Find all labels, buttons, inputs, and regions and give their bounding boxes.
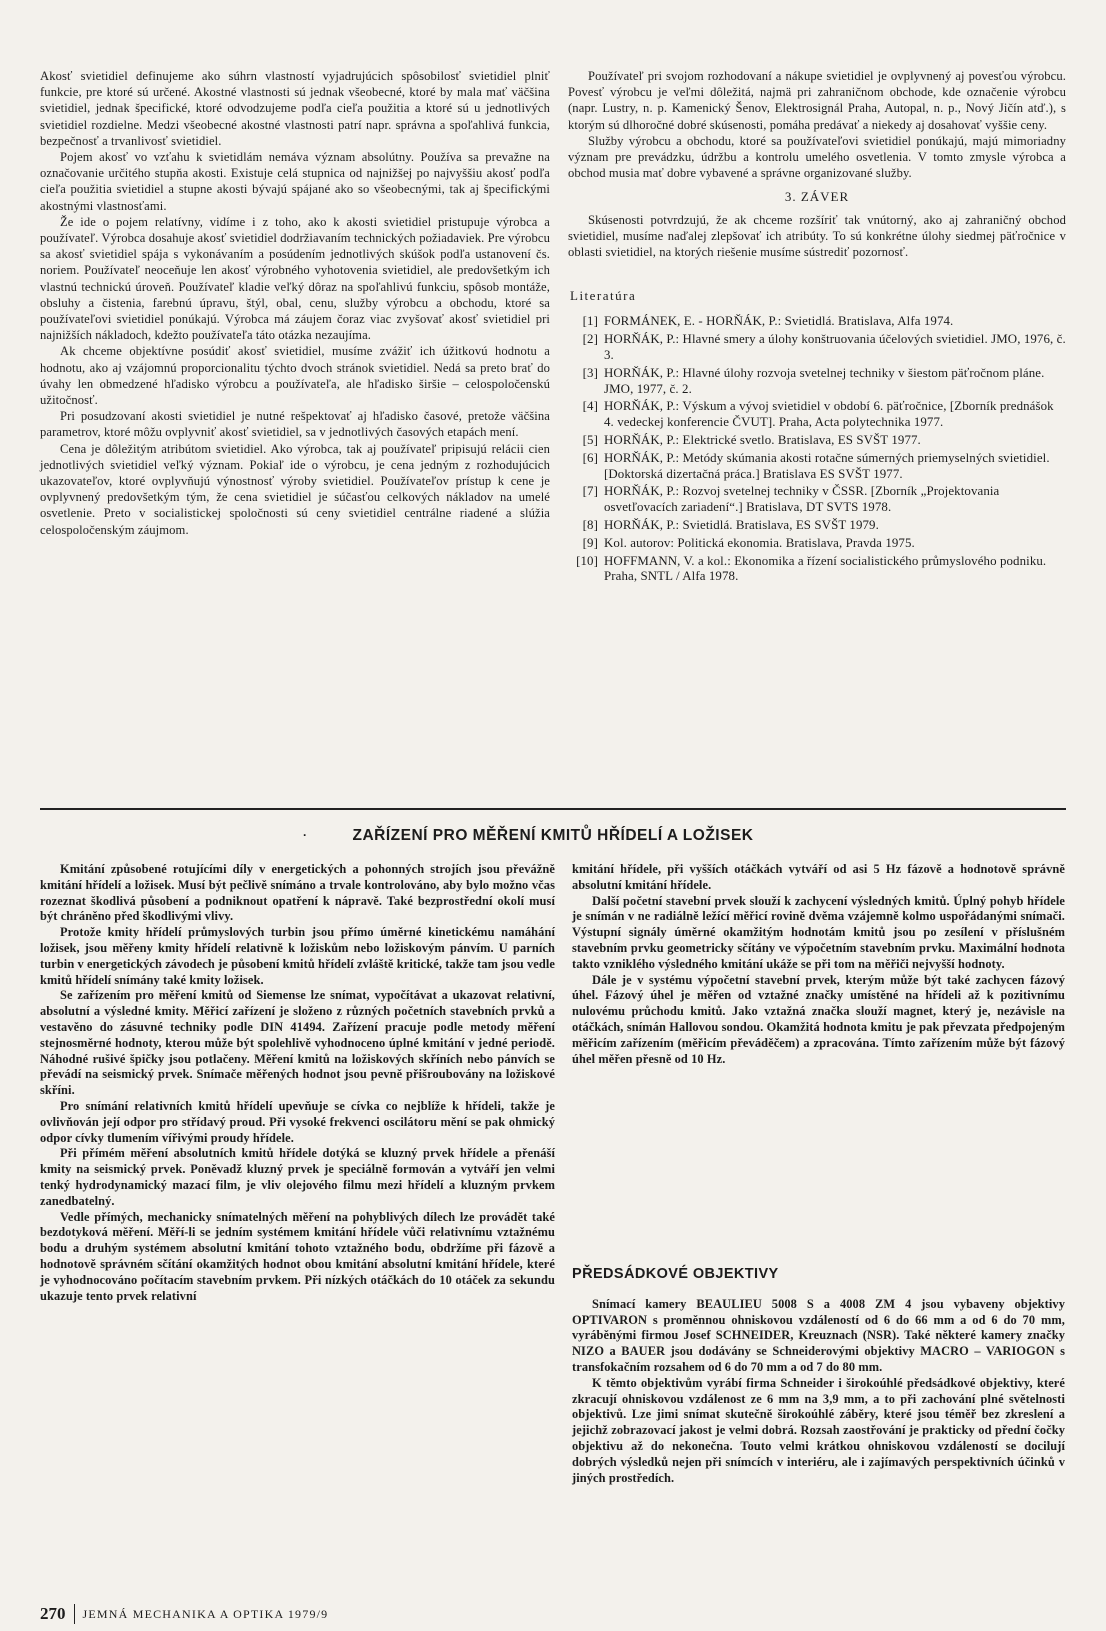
reference-item: [2] HORŇÁK, P.: Hlavné smery a úlohy konštruovania účelových svietidiel. JMO, 1976, č. 3.: [582, 332, 1066, 363]
footer-divider: [74, 1604, 75, 1624]
reference-list: [568, 314, 1066, 585]
reference-item: [5] HORŇÁK, P.: Elektrické svetlo. Bratislava, ES SVŠT 1977.: [582, 433, 921, 448]
paragraph: Pojem akosť vo vzťahu k svietidlám nemáva význam absolútny. Používa sa prevažne na označovanie určitého stupňa akosti. Existuje celá stupnica od najnižšej po najvyššiu akosť podľa cieľa použitia svietidiel a stupne akosti bývajú spájané ako so všeobecnými, tak aj špecifickými akostnými vlastnosťami.: [40, 150, 550, 213]
article-title: [0, 827, 1106, 845]
paragraph: Dále je v systému výpočetní stavební prvek, kterým může být také zachycen fázový úhel. Fázový úhel je měřen od vztažné značky umístěné na hřídeli až k pozitivnímu nulovému průchodu kmitů. Jako vztažná značka slouží magnet, který je, nezávisle na otáčkách, snímán Hallovou sondou. Okamžitá hodnota kmitu je pak převzata předpojeným měřicím zařízením (měřicím převáděčem) a zpracována. Tímto zařízením může být fázový úhel měřen přesně od 10 Hz.: [572, 972, 1065, 1066]
article3-title: PŘEDSÁDKOVÉ OBJEKTIVY: [572, 1266, 779, 1282]
page-number: 270: [40, 1604, 66, 1623]
article3-column: [572, 1267, 1065, 1486]
paragraph: Služby výrobcu a obchodu, ktoré sa používateľovi svietidiel ponúkajú, majú mimoriadny význam pre prevádzku, údržbu a kontrolu umelého osvetlenia. V tomto zmysle výrobca a obchod musia mať dobre vybavené a správne organizované služby.: [568, 133, 1066, 181]
reference-item: [6] HORŇÁK, P.: Metódy skúmania akosti rotačne súmerných priemyselných svietidiel. [Doktorská dizertačná práca.] Bratislava ES SVŠT 1977.: [582, 450, 1050, 481]
article-column-right: [568, 68, 1066, 587]
paragraph: Další početní stavební prvek slouží k zachycení výsledných kmitů. Úplný pohyb hřídele je snímán v ne radiálně ležící měřicí rovině dvěma vzájemně kolmo uspořádanými snímači. Výstupní signály úměrné okamžitým hodnotám kmitů jsou po zesílení v příslušném stavebním prvku geometricky sčítány ve výpočetním stavebním prvku. Maximální hodnota takto vzniklého výsledného kmitání ukáže se při tom na měřiči nejvyšší hodnoty.: [572, 893, 1065, 971]
paragraph: Akosť svietidiel definujeme ako súhrn vlastností vyjadrujúcich spôsobilosť svietidiel plniť funkcie, pre ktoré sú určené. Akostné vlastnosti sú jednak všeobecné, ktoré by mala mať väčšina svietidiel, jednak špecifické, ktoré odvodzujeme podľa cieľa použitia a ktoré sú u jednotlivých svietidiel rozdielne. Medzi všeobecné akostné vlastnosti patrí napr. správna a spoľahlivá funkcia, bezpečnosť a trvanlivosť svietidiel.: [40, 69, 550, 148]
paragraph: Kmitání způsobené rotujícími díly v energetických a pohonných strojích jsou převážně kmitání hřídelí a ložisek. Musí být pečlivě snímáno a trvale kontrolováno, aby bylo možno včas rozeznat škodlivá působení a podniknout opatření k nápravě. Také bezprostřední okolí musí být chráněno před škodlivými vlivy.: [40, 862, 555, 924]
paragraph: Že ide o pojem relatívny, vidíme i z toho, ako k akosti svietidiel pristupuje výrobca a používateľ. Výrobca dosahuje akosť svietidiel dodržiavaním technických požiadaviek. Pre výrobcu sa akosť svietidiel spája s vykonávaním a posúdením jednotlivých skúšok podľa ustanovení čs. noriem. Používateľ neoceňuje len akosť výrobného vyhotovenia svietidiel, ale predovšetkým ich vlastnú technickú úroveň. Používateľ kladie veľký dôraz na spoľahlivú funkciu, spôsob montáže, obsluhy a čistenia, farebnú úpravu, štýl, obal, cenu, služby výrobcu a obchodu, ktoré sa používateľovi svietidiel ponúkajú. Výrobca má záujem čoraz viac zvyšovať akosť svietidiel pri najnižších nákladoch, kdežto používateľa táto otázka nezaujíma.: [40, 214, 550, 343]
paragraph: Protože kmity hřídelí průmyslových turbin jsou přímo úměrné kinetickému namáhání ložisek, jsou měřeny kmity hřídelí relativně k ložiskům nebo ložiskovým pánvím. U parních turbin v energetických závodech je působení kmitů hřídelí zvláště kritické, takže tam jsou vedle kmitů hřídelí snímány také kmity ložisek.: [40, 925, 555, 987]
paragraph: Cena je dôležitým atribútom svietidiel. Ako výrobca, tak aj používateľ pripisujú relácii cien jednotlivých svietidiel veľký význam. Pokiaľ ide o výrobcu, je cena jedným z rozhodujúcich ukazovateľov, ktoré ovplyvňujú výnostnosť výroby svietidiel. Používateľov prístup k cene je ovplyvnený predovšetkým tým, že cena svietidiel je súčasťou celkových nákladov na umelé osvetlenie. Preto v socialistickej spoločnosti sú ceny svietidiel centrálne riadené a slúžia celospoločenským záujmom.: [40, 441, 550, 537]
article2-column-right: [572, 862, 1065, 1067]
article-column-left: [40, 68, 550, 538]
paragraph: Snímací kamery BEAULIEU 5008 S a 4008 ZM 4 jsou vybaveny objektivy OPTIVARON s proměnnou ohniskovou vzdáleností od 6 do 66 mm a od 6 do 70 mm, vyráběnými firmou Josef SCHNEIDER, Kreuznach (NSR). Také některé kamery značky NIZO a BAUER jsou dodávány se Schneiderovými objektivy MACRO – VARIOGON s transfokačním rozsahem od 6 do 70 mm a od 7 do 80 mm.: [572, 1296, 1065, 1374]
page-footer: [40, 1603, 328, 1625]
paragraph: Vedle přímých, mechanicky snímatelných měření na pohyblivých dílech lze provádět také bezdotyková měření. Měří-li se jedním systémem kmitání hřídele vůči relativnímu vztažnému bodu a druhým systémem absolutní kmitání tohoto vztažného bodu, obdržíme při fázově a hodnotově správném sčítání okamžitých hodnot obou kmitání absolutní kmitání hřídele, které je vyhodnocováno počítacím stavebním prvkem. Při nízkých otáčkách do 10 otáček za sekundu ukazuje tento prvek relativní: [40, 1209, 555, 1303]
reference-item: [4] HORŇÁK, P.: Výskum a vývoj svietidiel v období 6. päťročnice, [Zborník prednášok 4. vedeckej konferencie ČVUT]. Praha, Acta polytechnika 1977.: [582, 399, 1054, 430]
paragraph: Pri posudzovaní akosti svietidiel je nutné rešpektovať aj hľadisko časové, pretože väčšina parametrov, ktoré môžu ovplyvniť akosť svietidiel, sa v jednotlivých časových etapách mení.: [40, 409, 550, 440]
paragraph: Při přímém měření absolutních kmitů hřídele dotýká se kluzný prvek hřídele a přenáší kmity na seismický prvek. Poněvadž kluzný prvek je speciálně formován a vytváří jen velmi tenký hydrodynamický mazací film, je vliv olejového filmu mezi hřídelí a kluzným prvkem zanedbatelný.: [40, 1146, 555, 1208]
reference-item: [7] HORŇÁK, P.: Rozvoj svetelnej techniky v ČSSR. [Zborník „Projektovania osvetľovacích zariadení“.] Bratislava, DT SVTS 1978.: [582, 484, 1000, 515]
paragraph: Používateľ pri svojom rozhodovaní a nákupe svietidiel je ovplyvnený aj povesťou výrobcu. Povesť výrobcu je veľmi dôležitá, najmä pri zahraničnom obchode, kde označenie výrobcu (napr. Lustry, n. p. Kamenický Šenov, Elektrosignál Praha, Autopal, n. p., Nový Jičín atď.), s ktorým sú dlhoročné dobré skúsenosti, pomáha predávať a niekedy aj dosahovať vyššie ceny.: [568, 69, 1066, 132]
reference-item: [9] Kol. autorov: Politická ekonomia. Bratislava, Pravda 1975.: [582, 535, 915, 550]
article-title-text: ZAŘÍZENÍ PRO MĚŘENÍ KMITŮ HŘÍDELÍ A LOŽISEK: [352, 827, 754, 844]
paragraph: Ak chceme objektívne posúdiť akosť svietidiel, musíme zvážiť ich úžitkovú hodnotu a hodnotu, ako aj vzájomnú proporcionalitu týchto dvoch stránok svietidiel. Nedá sa preto brať do úvahy len obmedzené hľadisko výrobcu a používateľa, ale hľadisko širšie – celospoločenskú užitočnosť.: [40, 344, 550, 408]
conclusion-paragraph: Skúsenosti potvrdzujú, že ak chceme rozšíriť tak vnútorný, ako aj zahraničný obchod svietidiel, musíme naďalej zlepšovať ich atribúty. To sú konkrétne úlohy siedmej päťročnice v oblasti svietidiel, na ktorých riešenie musíme sústrediť pozornosť.: [568, 212, 1066, 260]
paragraph: K těmto objektivům vyrábí firma Schneider i širokoúhlé předsádkové objektivy, které zkracují ohniskovou vzdálenost ze 6 mm na 3,9 mm, a to při zachování plné světelnosti objektivů. Lze jimi snímat skutečně širokoúhlé záběry, které jsou téměř bez zkreslení a jejichž zobrazovací jakost je velmi dobrá. Rozsah zaostřování je prakticky od přední čočky objektivu až do nekonečna. Touto velmi krátkou ohniskovou vzdáleností se docilují dobrých výsledků nejen při snímcích v interiéru, ale i zajímavých perspektivních účinků v jiných prostředích.: [572, 1375, 1065, 1485]
paragraph: kmitání hřídele, při vyšších otáčkách vytváří od asi 5 Hz fázově a hodnotově správně absolutní kmitání hřídele.: [572, 862, 1065, 892]
journal-name: JEMNÁ MECHANIKA A OPTIKA 1979/9: [82, 1606, 329, 1621]
literature-heading: Literatúra: [570, 288, 637, 304]
bullet-mark: .: [303, 825, 307, 839]
section-heading: 3. ZÁVER: [784, 189, 850, 205]
article2-column-left: [40, 862, 555, 1304]
reference-item: [10] HOFFMANN, V. a kol.: Ekonomika a řízení socialistického průmyslového podniku. Praha, SNTL / Alfa 1978.: [576, 553, 1047, 584]
reference-item: [1] FORMÁNEK, E. - HORŇÁK, P.: Svietidlá. Bratislava, Alfa 1974.: [582, 314, 954, 329]
paragraph: Se zařízením pro měření kmitů od Siemense lze snímat, vypočítávat a ukazovat relativní, absolutní a výsledné kmity. Měřicí zařízení je složeno z různých početních stavebních prvků a vestavěno do zásuvné techniky podle DIN 41494. Zařízení pracuje podle metody měření stejnosměrné hodnoty, kterou může být spolehlivě vyhodnoceno úplné kmitání v jedné periodě. Náhodné rušivé špičky jsou potlačeny. Měření kmitů na ložiskových skříních nebo pánvích se převádí na seismický prvek. Snímače měřených hodnot jsou pevně přišroubovány na ložiskové skříni.: [40, 988, 555, 1098]
reference-item: [3] HORŇÁK, P.: Hlavné úlohy rozvoja svetelnej techniky v šiestom päťročnom pláne. JMO, 1977, č. 2.: [582, 365, 1045, 396]
paragraph: Pro snímání relativních kmitů hřídelí upevňuje se cívka co nejblíže k hřídeli, takže je ovlivňován její odpor pro střídavý proud. Při vysoké frekvenci oscilátoru mění se pak ohmický odpor cívky tlumením vířivými proudy hřídele.: [40, 1098, 555, 1145]
section-divider: [40, 808, 1066, 810]
reference-item: [8] HORŇÁK, P.: Svietidlá. Bratislava, ES SVŠT 1979.: [582, 518, 879, 532]
